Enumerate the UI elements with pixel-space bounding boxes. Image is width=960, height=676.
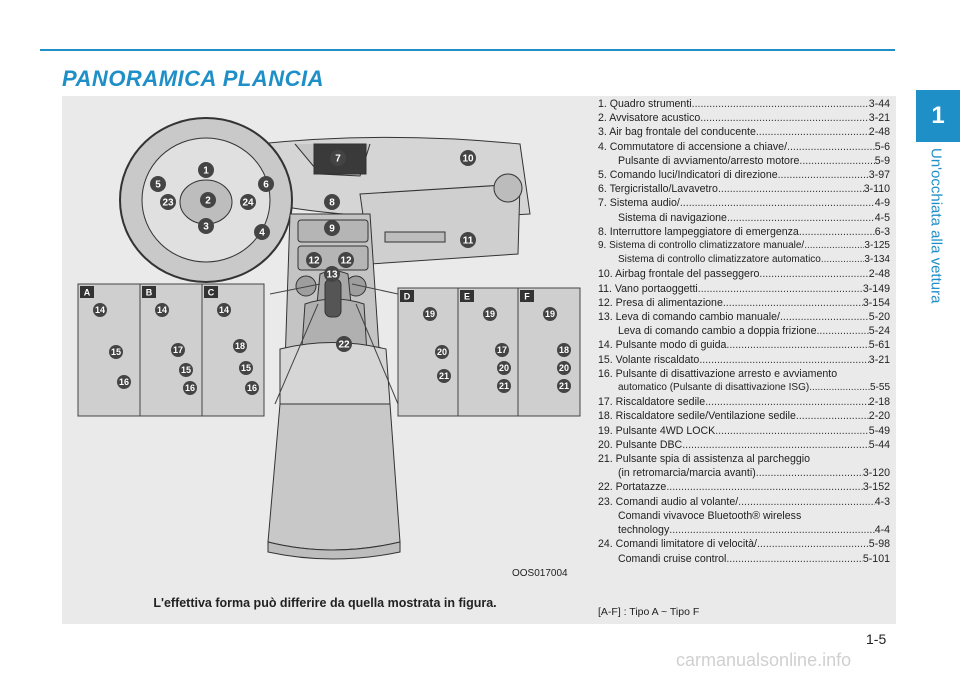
list-item [598,239,890,267]
list-item-line [598,324,890,338]
leader-dots [723,296,863,310]
svg-text:15: 15 [180,365,192,375]
item-label: 4. Commutatore di accensione a chiave/ [598,140,788,153]
list-item-line [598,168,890,182]
item-label: 7. Sistema audio/ [598,197,680,210]
item-page[interactable]: 5-44 [868,438,890,451]
item-page[interactable]: 3-125 [864,240,890,252]
list-item-line [598,239,890,253]
item-page[interactable]: 3-152 [862,481,890,494]
list-item [598,97,890,111]
item-label: 6. Tergicristallo/Lavavetro [598,183,718,196]
item-page[interactable]: 5-20 [868,311,890,324]
list-item-line [598,438,890,452]
list-item [598,168,890,182]
leader-dots [669,523,874,537]
item-label: 16. Pulsante di disattivazione arresto e avviamento [598,367,838,380]
leader-dots [787,140,875,154]
svg-text:15: 15 [240,363,252,373]
item-page[interactable]: 4-4 [874,524,890,537]
svg-text:18: 18 [234,341,246,351]
list-item [598,338,890,352]
item-page[interactable]: 4-3 [874,495,890,508]
list-item-line [598,480,890,494]
item-label: 15. Volante riscaldato [598,353,700,366]
leader-dots [756,125,869,139]
list-item-line [598,495,890,509]
item-page[interactable]: 3-44 [868,98,890,110]
item-page[interactable]: 2-18 [868,396,890,409]
item-page[interactable]: 3-21 [868,112,890,125]
item-page[interactable]: 4-5 [874,211,890,224]
item-label: 17. Riscaldatore sedile [598,396,706,409]
list-item-line [598,296,890,310]
item-label: Comandi cruise control [618,552,727,565]
svg-text:F: F [524,291,530,302]
item-page[interactable]: 5-6 [874,140,890,153]
list-item-line [598,395,890,409]
list-item [598,296,890,310]
svg-text:24: 24 [242,197,254,209]
top-rule [40,49,895,51]
leader-dots [698,282,863,296]
list-item-line [598,182,890,196]
leader-dots [759,267,868,281]
list-item [598,310,890,338]
list-item-line [598,97,890,111]
list-item [598,438,890,452]
list-item [598,196,890,224]
leader-dots [799,154,874,168]
item-label: 18. Riscaldatore sedile/Ventilazione sedile [598,410,796,423]
svg-text:15: 15 [110,347,122,357]
svg-text:19: 19 [544,309,556,319]
item-label: 5. Comando luci/Indicatori di direzione [598,169,778,182]
svg-text:19: 19 [424,309,436,319]
item-page[interactable]: 3-134 [864,254,890,266]
svg-text:8: 8 [329,197,335,209]
svg-text:16: 16 [184,383,196,393]
inset-b [140,284,202,416]
svg-text:5: 5 [155,179,161,191]
list-item [598,125,890,139]
chapter-tab[interactable]: 1 [916,90,960,142]
svg-text:D: D [403,291,411,302]
leader-dots [666,480,863,494]
item-page[interactable]: 5-9 [874,154,890,167]
leader-dots [778,168,869,182]
item-page[interactable]: 5-55 [869,382,890,394]
inset-f [518,288,580,416]
item-label: Pulsante di avviamento/arresto motore [618,154,800,167]
svg-text:22: 22 [338,339,350,351]
leader-dots [799,225,875,239]
list-item-line [598,452,890,466]
leader-dots [821,253,865,267]
list-item-line [598,509,890,523]
item-label: 12. Presa di alimentazione [598,296,723,309]
list-item-line [598,552,890,566]
item-label: 1. Quadro strumenti [598,98,692,110]
svg-text:16: 16 [246,383,258,393]
list-item [598,495,890,538]
inset-d [398,288,458,416]
item-page[interactable]: 5-98 [868,538,890,551]
item-label: automatico (Pulsante di disattivazione ISG) [618,382,810,394]
svg-text:17: 17 [496,345,508,355]
item-label: Leva di comando cambio a doppia frizione [618,325,817,338]
list-item [598,409,890,423]
list-item [598,395,890,409]
item-page[interactable]: 5-24 [868,325,890,338]
list-item-line [598,367,890,381]
item-page[interactable]: 2-48 [868,268,890,281]
item-label: Comandi vivavoce Bluetooth® wireless [618,509,802,522]
item-page[interactable]: 5-49 [868,424,890,437]
item-page[interactable]: 3-21 [868,353,890,366]
list-item-line [598,125,890,139]
item-label: 13. Leva di comando cambio manuale/ [598,311,780,324]
svg-text:13: 13 [326,269,338,281]
list-item-line [598,253,890,267]
item-label: 23. Comandi audio al volante/ [598,495,739,508]
svg-text:19: 19 [484,309,496,319]
illustration-code: OOS017004 [512,568,568,579]
list-item [598,282,890,296]
list-item [598,140,890,168]
leader-dots [727,211,875,225]
leader-dots [796,409,869,423]
leader-dots [700,111,869,125]
item-label: 8. Interruttore lampeggiatore di emergenza [598,225,799,238]
svg-text:E: E [463,291,471,302]
svg-text:6: 6 [263,179,269,191]
item-page[interactable]: 3-120 [862,467,890,480]
svg-text:11: 11 [462,235,474,247]
svg-text:21: 21 [558,381,570,391]
list-item [598,480,890,494]
list-item-line [598,537,890,551]
item-page[interactable]: 3-110 [863,183,890,196]
leader-dots [705,395,869,409]
item-label: 3. Air bag frontale del conducente [598,126,756,139]
list-item [598,353,890,367]
page-number: 1-5 [866,631,887,647]
svg-text:3: 3 [203,221,209,233]
svg-text:2: 2 [205,195,211,207]
list-item [598,267,890,281]
list-item [598,111,890,125]
list-item-line [598,381,890,395]
list-item-line [598,267,890,281]
leader-dots [816,324,868,338]
svg-text:20: 20 [558,363,570,373]
item-label: 9. Sistema di controllo climatizzatore manuale/ [598,240,805,252]
item-label: 22. Portatazze [598,481,667,494]
list-item-line [598,196,890,210]
list-item-line [598,523,890,537]
svg-text:10: 10 [462,153,474,165]
item-label: 21. Pulsante spia di assistenza al parcheggio [598,453,811,466]
leader-dots [682,438,869,452]
item-page[interactable]: 6-3 [874,225,890,238]
list-item-line [598,111,890,125]
inset-a [78,284,140,416]
watermark: carmanualsonline.info [676,650,852,670]
list-item-line [598,282,890,296]
illustration-caption: L'effettiva forma può differire da quella mostrata in figura. [153,596,497,610]
dashboard-illustration [70,104,588,584]
leader-dots [809,381,870,395]
svg-text:9: 9 [329,223,335,235]
list-item [598,537,890,565]
page-title: PANORAMICA PLANCIA [62,66,324,91]
leader-dots [726,552,863,566]
list-item-line [598,466,890,480]
item-page[interactable]: 2-20 [868,410,890,423]
leader-dots [726,338,868,352]
item-page[interactable]: 2-48 [868,126,890,139]
leader-dots [718,182,864,196]
leader-dots [692,97,869,111]
inset-c [202,284,264,416]
list-item [598,182,890,196]
list-item-line [598,353,890,367]
svg-text:12: 12 [340,255,352,267]
list-item [598,367,890,395]
svg-text:14: 14 [218,305,230,315]
list-item-line [598,338,890,352]
svg-text:16: 16 [118,377,130,387]
item-label: 20. Pulsante DBC [598,438,683,451]
svg-text:14: 14 [94,305,106,315]
svg-text:20: 20 [436,347,448,357]
svg-text:20: 20 [498,363,510,373]
svg-text:7: 7 [335,153,341,165]
svg-text:17: 17 [172,345,184,355]
item-label: 11. Vano portaoggetti [598,282,698,295]
svg-text:23: 23 [162,197,174,209]
item-page[interactable]: 3-154 [862,296,890,309]
item-page[interactable]: 4-9 [874,197,890,210]
list-item-line [598,140,890,154]
svg-text:A: A [83,287,91,298]
svg-text:18: 18 [558,345,570,355]
svg-text:14: 14 [156,305,168,315]
item-page[interactable]: 3-97 [868,169,890,182]
svg-text:B: B [145,287,153,298]
item-label: Sistema di navigazione [618,211,727,224]
leader-dots [780,310,869,324]
item-label: 24. Comandi limitatore di velocità/ [598,538,757,551]
list-item [598,424,890,438]
list-item [598,225,890,239]
list-item-line [598,154,890,168]
leader-dots [804,239,864,253]
leader-dots [699,353,868,367]
item-label: (in retromarcia/marcia avanti) [618,467,756,480]
svg-text:4: 4 [259,227,265,239]
item-label: 14. Pulsante modo di guida [598,339,727,352]
list-item-line [598,409,890,423]
leader-dots [757,537,869,551]
chapter-label: Un'occhiata alla vettura [927,148,945,304]
item-page[interactable]: 5-61 [868,339,890,352]
item-label: 19. Pulsante 4WD LOCK [598,424,716,437]
item-label: technology [618,524,670,537]
item-label: 2. Avvisatore acustico [598,112,701,125]
item-label: 10. Airbag frontale del passeggero [598,268,760,281]
svg-text:21: 21 [438,371,450,381]
item-label: Sistema di controllo climatizzatore automatico [618,254,821,266]
inset-e [458,288,518,416]
list-item-line [598,310,890,324]
list-item-line [598,211,890,225]
svg-text:12: 12 [308,255,320,267]
component-list [598,97,890,566]
list-item-line [598,424,890,438]
leader-dots [738,495,875,509]
svg-text:21: 21 [498,381,510,391]
leader-dots [756,466,863,480]
item-page[interactable]: 5-101 [862,552,890,565]
list-item [598,452,890,480]
leader-dots [715,424,869,438]
svg-text:C: C [207,287,215,298]
svg-text:1: 1 [203,165,209,177]
item-page[interactable]: 3-149 [862,282,890,295]
type-note: [A-F] : Tipo A ~ Tipo F [598,606,700,618]
leader-dots [680,196,875,210]
list-item-line [598,225,890,239]
